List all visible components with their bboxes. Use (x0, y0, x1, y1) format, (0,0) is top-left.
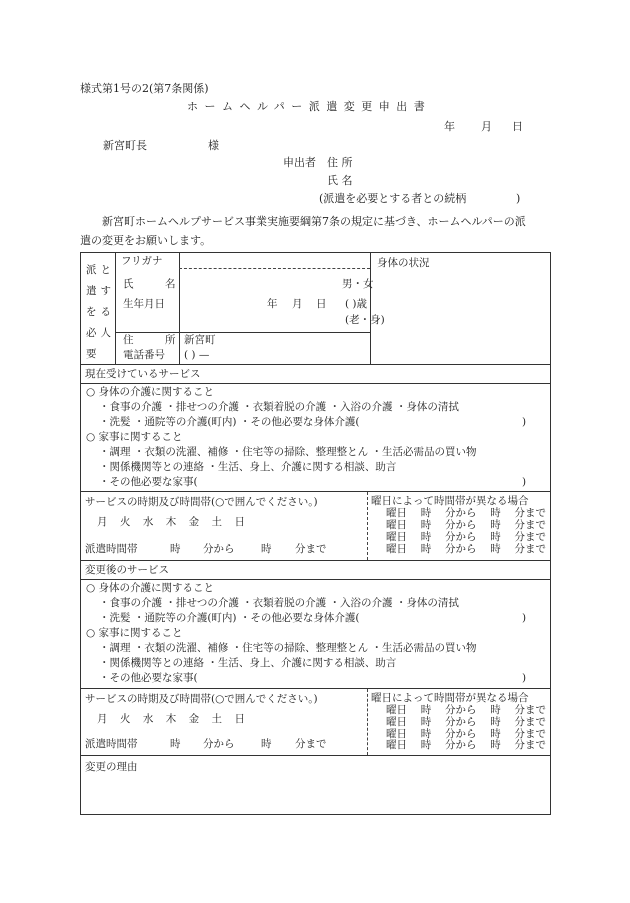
after-services-section (81, 561, 551, 689)
after-services-heading: 変更後のサービス (85, 564, 169, 576)
current-time-to: 分まで (295, 543, 327, 555)
birth-label: 生年月日 (123, 298, 165, 310)
day-thu[interactable]: 木 (165, 516, 177, 528)
after-house-line-1[interactable]: ・調理 ・衣類の洗濯、補修 ・住宅等の掃除、整理整とん ・生活必需品の買い物 (99, 642, 477, 654)
current-time-label: 派遣時間帯 (85, 543, 138, 555)
current-house-line-1[interactable]: ・調理 ・衣類の洗濯、補修 ・住宅等の掃除、整理整とん ・生活必需品の買い物 (99, 446, 477, 458)
age-type-field[interactable]: (老・身) (345, 314, 385, 326)
application-form (80, 252, 551, 815)
after-time-hour2: 時 (261, 738, 272, 750)
after-varies-row[interactable]: 曜日 時 分から 時 分まで (386, 728, 546, 740)
day-sat[interactable]: 土 (211, 713, 223, 725)
side-label: 派 と 遣 す を る 必 人 要 (86, 264, 111, 360)
after-time-hour1: 時 (170, 738, 181, 750)
current-varies-row[interactable]: 曜日 時 分から 時 分まで (386, 519, 546, 531)
day-mon[interactable]: 月 (97, 713, 108, 725)
after-care-close: ) (522, 612, 527, 624)
day-sat[interactable]: 土 (211, 516, 223, 528)
body-status-section (371, 253, 551, 365)
name-label-2: 名 (165, 278, 176, 290)
day-wed[interactable]: 水 (142, 516, 154, 528)
current-schedule-title: サービスの時期及び時間帯(○で囲んでください。) (85, 496, 318, 508)
honorific: 様 (208, 139, 219, 152)
current-care-line-2[interactable]: ・洗髪 ・通院等の介護(町内) ・その他必要な身体介護( (99, 416, 360, 428)
intro-line-1: 新宮町ホームヘルプサービス事業実施要綱第7条の規定に基づき、ホームヘルパーの派 (102, 215, 526, 228)
current-house-heading: ○ 家事に関すること (86, 431, 183, 443)
after-house-line-2[interactable]: ・関係機関等との連絡 ・生活、身上、介護に関する相談、助言 (99, 657, 397, 669)
address-label-1: 住 (123, 334, 134, 346)
address-town[interactable]: 新宮町 (184, 334, 216, 346)
birth-day: 日 (316, 298, 327, 310)
current-time-hour1: 時 (170, 543, 181, 555)
current-days[interactable] (97, 517, 245, 528)
after-days[interactable] (97, 714, 245, 725)
applicant-address-label: 住 所 (327, 156, 353, 169)
phone-label: 電話番号 (123, 349, 165, 361)
current-house-line-3[interactable]: ・その他必要な家事( (99, 476, 198, 488)
relation-label: (派遣を必要とする者との続柄 (319, 192, 467, 205)
after-care-line-2[interactable]: ・洗髪 ・通院等の介護(町内) ・その他必要な身体介護( (99, 612, 360, 624)
day-tue[interactable]: 火 (119, 713, 131, 725)
day-thu[interactable]: 木 (165, 713, 177, 725)
current-house-close: ) (522, 476, 527, 488)
applicant-name-label: 氏 名 (327, 174, 353, 187)
after-time-from: 分から (203, 738, 235, 750)
after-varies-row[interactable]: 曜日 時 分から 時 分まで (386, 716, 546, 728)
current-varies-row[interactable]: 曜日 時 分から 時 分まで (386, 531, 546, 543)
after-house-line-3[interactable]: ・その他必要な家事( (99, 672, 198, 684)
birth-year: 年 (267, 298, 278, 310)
current-care-heading: ○ 身体の介護に関すること (86, 386, 214, 398)
day-sun[interactable]: 日 (234, 516, 245, 528)
current-care-close: ) (522, 416, 527, 428)
day-tue[interactable]: 火 (119, 516, 131, 528)
age-field[interactable]: ( )歳 (345, 298, 368, 310)
date-day: 日 (512, 120, 523, 133)
date-month: 月 (481, 120, 492, 133)
after-house-close: ) (522, 672, 527, 684)
after-time-to: 分まで (295, 738, 327, 750)
after-schedule-section (81, 689, 551, 756)
form-number: 様式第1号の2(第7条関係) (80, 82, 209, 95)
day-sun[interactable]: 日 (234, 713, 245, 725)
day-wed[interactable]: 水 (142, 713, 154, 725)
phone-field[interactable]: ( ) — (184, 349, 210, 361)
applicant-label: 申出者 (283, 156, 316, 169)
relation-close: ) (516, 192, 521, 205)
address-label-2: 所 (165, 334, 176, 346)
after-schedule-title: サービスの時期及び時間帯(○で囲んでください。) (85, 693, 318, 705)
page-title: ホームヘルパー派遣変更申出書 (187, 100, 432, 113)
after-varies-label: 曜日によって時間帯が異なる場合 (371, 692, 529, 704)
current-services-heading: 現在受けているサービス (85, 368, 201, 380)
after-house-heading: ○ 家事に関すること (86, 627, 183, 639)
furigana-label: フリガナ (121, 255, 163, 267)
day-fri[interactable]: 金 (188, 713, 200, 725)
birth-month: 月 (292, 298, 303, 310)
current-varies-label: 曜日によって時間帯が異なる場合 (371, 495, 529, 507)
after-time-label: 派遣時間帯 (85, 738, 138, 750)
current-care-line-1[interactable]: ・食事の介護 ・排せつの介護 ・衣類着脱の介護 ・入浴の介護 ・身体の清拭 (99, 401, 459, 413)
intro-line-2: 遣の変更をお願いします。 (80, 234, 212, 247)
reason-section[interactable] (81, 756, 551, 815)
name-label-1: 氏 (123, 278, 134, 290)
after-varies-row[interactable]: 曜日 時 分から 時 分まで (386, 704, 546, 716)
body-status-label: 身体の状況 (377, 257, 430, 269)
after-care-line-1[interactable]: ・食事の介護 ・排せつの介護 ・衣類着脱の介護 ・入浴の介護 ・身体の清拭 (99, 597, 459, 609)
current-house-line-2[interactable]: ・関係機関等との連絡 ・生活、身上、介護に関する相談、助言 (99, 461, 397, 473)
after-varies-row[interactable]: 曜日 時 分から 時 分まで (386, 739, 546, 751)
current-varies-row[interactable]: 曜日 時 分から 時 分まで (386, 543, 546, 555)
current-time-from: 分から (203, 543, 235, 555)
day-mon[interactable]: 月 (97, 516, 108, 528)
person-section (81, 253, 385, 365)
date-year: 年 (444, 120, 455, 133)
current-schedule-section (81, 492, 551, 561)
current-time-hour2: 時 (261, 543, 272, 555)
addressee: 新宮町長 (103, 139, 147, 152)
current-varies-row[interactable]: 曜日 時 分から 時 分まで (386, 507, 546, 519)
gender-field[interactable]: 男・女 (342, 278, 374, 290)
reason-label: 変更の理由 (85, 761, 138, 773)
day-fri[interactable]: 金 (188, 516, 200, 528)
current-services-section (81, 365, 551, 492)
after-care-heading: ○ 身体の介護に関すること (86, 582, 214, 594)
